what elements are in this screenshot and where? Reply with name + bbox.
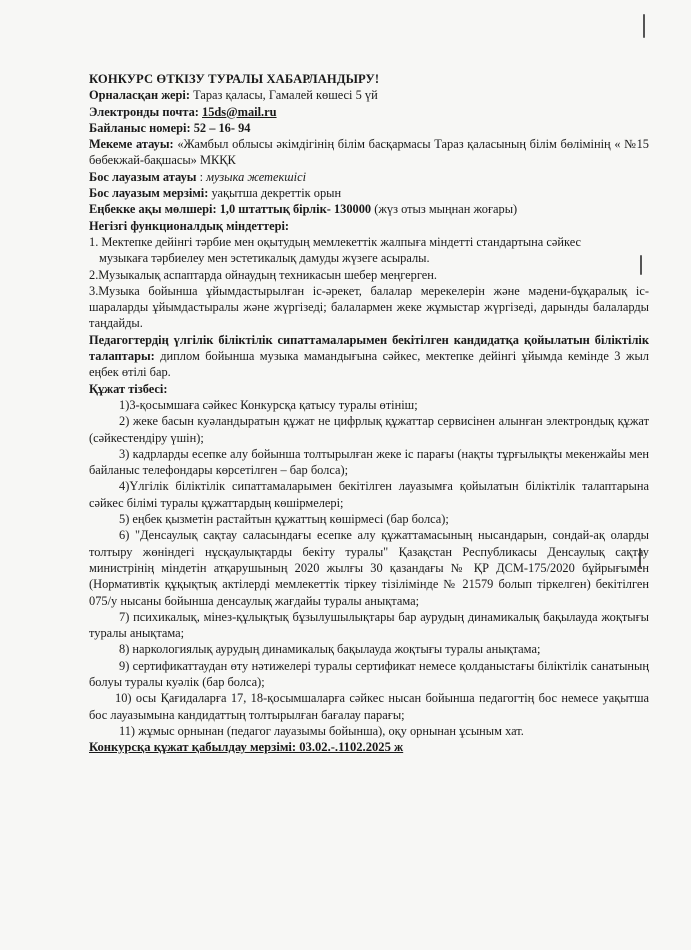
location-value: Тараз қаласы, Гамалей көшесі 5 үй <box>189 88 378 103</box>
duties-heading: Негізгі функционалдық міндеттері: <box>89 218 290 233</box>
vacancy-sep: : <box>196 169 207 184</box>
institution-line <box>89 136 649 169</box>
email-line <box>89 104 649 120</box>
term-label: Бос лауазым мерзімі: <box>89 186 209 201</box>
qualification-value: диплом бойынша музыка мамандығына сәйкес, мектепке дейінгі ұйымда кемінде 3 жыл еңбек өтілі бар. <box>89 349 649 380</box>
vacancy-value: музыка жетекшісі <box>206 169 307 184</box>
document-item: 9) сертификаттаудан өту нәтижелері туралы сертификат немесе қолданыстағы біліктілік санатының болуы туралы куәлік (бар болса); <box>89 658 649 689</box>
document-item: 1)3-қосымшаға сәйкес Конкурсқа қатысу туралы өтініш; <box>119 397 418 412</box>
duty-item: 3.Музыка бойынша ұйымдастырылған іс-әрекет, балалар мерекелерін және мәдени-бұқаралық іс-шараларды ұйымдастыралы және жүргізеді; балалармен жеке жұмыстар жүргізеді, дарынды балаларды таңдайды. <box>89 283 649 331</box>
document-item: 6) "Денсаулық сақтау саласындағы есепке алу құжаттамасының нысандарын, сондай-ақ оларды толтыру жөніндегі нұсқаулықтарды бекіту туралы" Қазақстан Республикасы Денсаулық сақтау министрінің міндетін атқарушының 2020 жылғы 30 қазандағы № ҚР ДСМ-175/2020 бұйрығымен (Нормативтік құқықтық актілерді мемлекеттік тіркеу тізілімінде № 21579 болып тіркелген) бекітілген 075/у нысаны бойынша денсаулық жағдайы туралы анықтама; <box>89 528 649 608</box>
documents-heading: Құжат тізбесі: <box>89 381 168 396</box>
document-item: 2) жеке басын куәландыратын құжат не цифрлық құжаттар сервисінен алынған электрондық құжат (сәйкестендіру үшін); <box>89 414 649 445</box>
deadline-line: Конкурсқа құжат қабылдау мерзімі: 03.02.-.1102.2025 ж <box>89 740 404 755</box>
document-item: 4)Үлгілік біліктілік сипаттамаларымен бекітілген лауазымға қойылатын біліктілік талаптарына сәйкес білімі туралы құжаттардың көшірмелері; <box>89 479 649 510</box>
salary-line <box>89 201 649 217</box>
document-item: 3) кадрларды есепке алу бойынша толтырылған жеке іс парағы (нақты тұрғылықты мекенжайы мен байланыс телефондары көрсетілген – бар болса); <box>89 446 649 478</box>
location-line <box>89 87 649 103</box>
qualification-label: Педагогтердің үлгілік біліктілік сипаттамаларымен бекітілген кандидатқа қойылатын біліктілік талаптары: <box>89 332 649 364</box>
announcement-document <box>89 71 649 755</box>
qualification-line <box>89 332 649 381</box>
document-item: 11) жұмыс орнынан (педагог лауазымы бойынша), оқу орнынан ұсыным хат. <box>119 723 524 738</box>
phone-value: 52 – 16- 94 <box>193 120 251 135</box>
vacancy-line <box>89 169 649 185</box>
location-label: Орналасқан жері: <box>89 88 190 103</box>
document-item: 7) психикалық, мінез-құлықтық бұзылушылықтары бар аурудың динамикалық бақылауда жоқтығы туралы анықтама; <box>89 609 649 641</box>
document-item: 8) наркологиялық аурудың динамикалық бақылауда жоқтығы туралы анықтама; <box>119 642 541 657</box>
vacancy-label: Бос лауазым атауы <box>89 169 197 184</box>
email-link[interactable]: 15ds@mail.ru <box>202 104 277 119</box>
institution-label: Мекеме атауы: <box>89 137 174 152</box>
duty-item: 1. Мектепке дейінгі тәрбие мен оқытудың мемлекеттік жалпыға міндетті стандартына сәйкес музыкаға тәрбиелеу мен эстетикалық дамуды жүзеге асыралы. <box>89 234 582 266</box>
document-title: КОНКУРС ӨТКІЗУ ТУРАЛЫ ХАБАРЛАНДЫРУ! <box>89 72 380 86</box>
scan-mark <box>643 14 645 38</box>
institution-value: «Жамбыл облысы әкімдігінің білім басқармасы Тараз қаласының білім бөлімінің « №15 бөбекжай-бақшасы» МКҚК <box>89 137 649 168</box>
salary-value: (жүз отыз мыңнан жоғары) <box>371 202 518 217</box>
phone-line <box>89 120 649 136</box>
email-label: Электронды почта: <box>89 104 199 119</box>
term-value: уақытша декреттік орын <box>208 186 342 201</box>
phone-label: Байланыс номері: <box>89 120 191 135</box>
duty-item: 2.Музыкалық аспаптарда ойнаудың техникасын шебер меңгерген. <box>89 267 437 282</box>
document-item: 10) осы Қағидаларға 17, 18-қосымшаларға сәйкес нысан бойынша педагогтің бос немесе уақытша бос лауазымына кандидаттың толтырылған бағалау парағы; <box>89 691 649 722</box>
term-line <box>89 185 649 201</box>
salary-label: Еңбекке ақы мөлшері: 1,0 штаттық бірлік- 130000 <box>89 202 372 217</box>
document-item: 5) еңбек қызметін растайтын құжаттың көшірмесі (бар болса); <box>119 512 449 527</box>
